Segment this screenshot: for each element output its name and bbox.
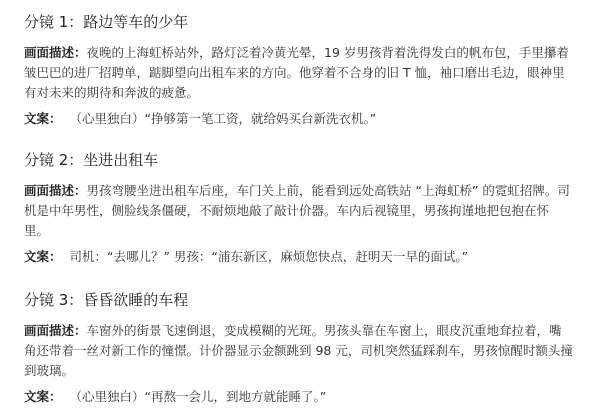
scene-3-desc-label: 画面描述： [24,323,87,338]
scene-2-copy-label: 文案： [24,249,62,264]
scene-3-desc-line-3: 到玻璃。 [24,363,75,378]
scene-1-copy-label: 文案： [24,111,62,126]
scene-2-title: 分镜 2：坐进出租车 [24,151,159,169]
scene-3-copy: 文案： （心里独白）“再熬一会儿，到地方就能睡了。” [24,389,327,404]
scene-2-desc-label: 画面描述： [24,183,87,198]
scene-2-desc-line-2: 机是中年男性，侧脸线条僵硬，不耐烦地敲了敲计价器。车内后视镜里，男孩拘谨地把包抱在怀 [24,203,550,218]
scene-3-desc-line-1: 画面描述：车窗外的街景飞速倒退，变成模糊的光斑。男孩头靠在车窗上，眼皮沉重地耷拉着，嘴 [24,323,562,338]
scene-3-copy-label: 文案： [24,389,62,404]
scene-2-desc-line-3: 里。 [24,223,50,238]
scene-1-desc-line-2: 皱巴巴的进厂招聘单，踮脚望向出租车来的方向。他穿着不合身的旧 T 恤，袖口磨出毛边，眼神里 [24,65,565,80]
scene-1-desc-line-3: 有对未来的期待和奔波的疲惫。 [24,85,200,100]
scene-1-copy: 文案： （心里独白）“挣够第一笔工资，就给妈买台新洗衣机。” [24,111,377,126]
scene-2-desc-line-1: 画面描述：男孩弯腰坐进出租车后座，车门关上前，能看到远处高铁站 “上海虹桥” 的霓虹招牌。司 [24,183,570,198]
scene-1-desc-label: 画面描述： [24,45,87,60]
scene-1-desc-line-1: 画面描述：夜晚的上海虹桥站外，路灯泛着冷黄光晕，19 岁男孩背着洗得发白的帆布包，手里攥着 [24,45,569,60]
scene-3-title: 分镜 3：昏昏欲睡的车程 [24,291,189,309]
scene-2-copy: 文案： 司机：“去哪儿？” 男孩：“浦东新区，麻烦您快点，赶明天一早的面试。” [24,249,469,264]
scene-1-title: 分镜 1：路边等车的少年 [24,13,189,31]
scene-3-desc-line-2: 角还带着一丝对新工作的憧憬。计价器显示金额跳到 98 元，司机突然猛踩刹车，男孩惊醒时额头撞 [24,343,573,358]
